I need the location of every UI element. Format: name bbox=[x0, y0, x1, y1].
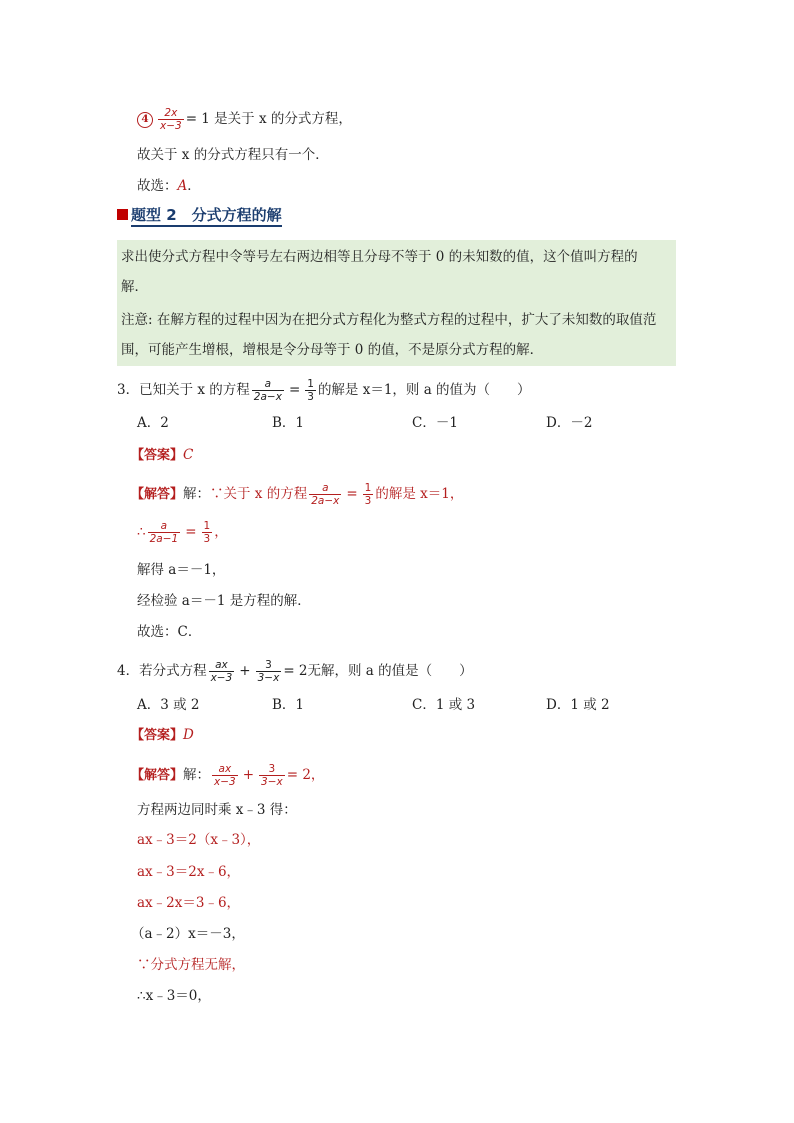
solution-line: 【解答】解：∵关于 x 的方程 $\frac{a}{2a-x}$ = $\frac{1}{3}$ 的解是 x＝1， bbox=[131, 482, 464, 507]
section-marker-icon bbox=[117, 209, 128, 220]
solution-line: 解得 a＝－1， bbox=[137, 562, 226, 578]
circled-number-marker: 4 bbox=[137, 112, 153, 128]
option-b: B．1 bbox=[272, 697, 305, 713]
answer-value: C bbox=[183, 447, 194, 463]
definition-box bbox=[117, 240, 676, 366]
option-d: D．1 或 2 bbox=[546, 697, 610, 713]
option-a: A．3 或 2 bbox=[137, 697, 200, 713]
solution-line: 经检验 a＝－1 是方程的解． bbox=[137, 593, 311, 609]
fraction: $\frac{2x}{x-3}$ bbox=[160, 107, 182, 132]
note-line: 注意: 在解方程的过程中因为在把分式方程化为整式方程的过程中，扩大了未知数的取值范 bbox=[121, 312, 657, 328]
fraction: $\frac{a}{2a-1}$ bbox=[149, 520, 179, 545]
fraction: $\frac{a}{2a-x}$ bbox=[253, 378, 282, 403]
solution-line: ∵分式方程无解， bbox=[137, 957, 245, 973]
solution-line: （a﹣2）x＝－3， bbox=[131, 926, 245, 942]
fraction: $\frac{a}{2a-x}$ bbox=[311, 482, 340, 507]
option-b: B．1 bbox=[272, 415, 305, 431]
solution-line: ax﹣3＝2（x﹣3）， bbox=[137, 832, 261, 848]
question-4-stem: 4．若分式方程 $\frac{ax}{x-3}$ + $\frac{3}{3-x}$ = 2无解，则 a 的值是（ ） bbox=[117, 659, 473, 684]
answer-line: 【答案】D bbox=[131, 727, 194, 743]
answer-value: D bbox=[183, 727, 194, 743]
option-c: C．1 或 3 bbox=[412, 697, 476, 713]
solution-line: ax﹣3＝2x﹣6， bbox=[137, 864, 241, 880]
fraction: $\frac{ax}{x-3}$ bbox=[214, 763, 236, 788]
fraction: $\frac{3}{3-x}$ bbox=[261, 763, 283, 788]
conclusion-text: 故关于 x 的分式方程只有一个． bbox=[137, 147, 329, 163]
option-a: A．2 bbox=[137, 415, 169, 431]
question-3-stem: 3．已知关于 x 的方程 $\frac{a}{2a-x}$ = $\frac{1}{3}$ 的解是 x＝1，则 a 的值为（ ） bbox=[117, 378, 531, 403]
section-heading: 题型 2 分式方程的解 bbox=[117, 204, 282, 228]
solution-line: 【解答】解： $\frac{ax}{x-3}$ + $\frac{3}{3-x}$ = 2， bbox=[131, 763, 325, 788]
solution-line: ∴x﹣3＝0， bbox=[137, 988, 211, 1004]
option-c: C．－1 bbox=[412, 415, 458, 431]
solution-line: ax﹣2x＝3﹣6， bbox=[137, 895, 241, 911]
item-4-line: 4 $\frac{2x}{x-3}$ = 1 是关于 x 的分式方程， bbox=[137, 107, 352, 132]
fraction: $\frac{1}{3}$ bbox=[307, 378, 314, 403]
definition-line: 求出使分式方程中令等号左右两边相等且分母不等于 0 的未知数的值，这个值叫方程的 bbox=[121, 249, 638, 265]
fraction: $\frac{ax}{x-3}$ bbox=[210, 659, 233, 684]
solution-line: 故选：C． bbox=[137, 624, 202, 640]
option-d: D．－2 bbox=[546, 415, 593, 431]
solution-line: 方程两边同时乘 x﹣3 得： bbox=[137, 802, 297, 818]
choice-line: 故选：A． bbox=[137, 178, 201, 194]
definition-line: 解． bbox=[121, 279, 148, 295]
fraction: $\frac{3}{3-x}$ bbox=[257, 659, 280, 684]
solution-line: ∴ $\frac{a}{2a-1}$ = $\frac{1}{3}$ ， bbox=[137, 520, 228, 545]
note-line: 围，可能产生增根，增根是令分母等于 0 的值，不是原分式方程的解． bbox=[121, 342, 544, 358]
fraction: $\frac{1}{3}$ bbox=[364, 482, 372, 507]
fraction: $\frac{1}{3}$ bbox=[203, 520, 211, 545]
answer-line: 【答案】C bbox=[131, 447, 194, 463]
